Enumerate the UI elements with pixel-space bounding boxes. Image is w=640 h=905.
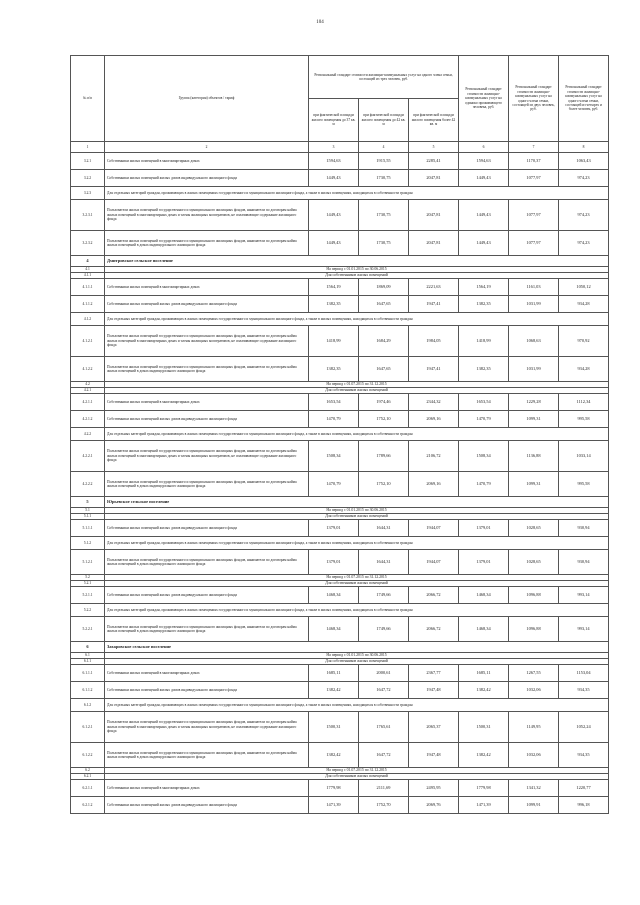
row-number: 6.1.2 bbox=[71, 699, 105, 712]
value-cell: 1594,63 bbox=[309, 153, 359, 170]
value-cell: 1382,42 bbox=[309, 682, 359, 699]
table-row bbox=[71, 682, 609, 699]
value-cell: 934,35 bbox=[559, 743, 609, 768]
table-row bbox=[71, 712, 609, 743]
value-cell: 1382,42 bbox=[459, 682, 509, 699]
value-cell: 1653,54 bbox=[309, 394, 359, 411]
value-cell: 1032,06 bbox=[509, 682, 559, 699]
row-number: 3.2.1 bbox=[71, 153, 105, 170]
row-number: 6.1.2.2 bbox=[71, 743, 105, 768]
value-cell: 1471,39 bbox=[459, 797, 509, 814]
value-cell: 2047,81 bbox=[409, 200, 459, 231]
table-row bbox=[71, 520, 609, 537]
row-number: 5.1 bbox=[71, 508, 105, 514]
value-cell: 1470,79 bbox=[309, 472, 359, 497]
period-label: Для собственников жилых помещений bbox=[105, 514, 609, 520]
section-row bbox=[71, 256, 609, 267]
header-num-7: 7 bbox=[509, 142, 559, 153]
row-number: 6.1 bbox=[71, 653, 105, 659]
row-number: 4.1.1.2 bbox=[71, 296, 105, 313]
value-cell: 1449,43 bbox=[459, 170, 509, 187]
value-cell: 1947,41 bbox=[409, 357, 459, 382]
note-row bbox=[71, 537, 609, 550]
row-number: 3.2.3.1 bbox=[71, 200, 105, 231]
value-cell: 1508,34 bbox=[459, 441, 509, 472]
value-cell: 1468,34 bbox=[309, 617, 359, 642]
value-cell: 1096,88 bbox=[509, 617, 559, 642]
value-cell: 2344,32 bbox=[409, 394, 459, 411]
header-num-5: 5 bbox=[409, 142, 459, 153]
category-text: Собственники жилых помещений в многоквартирных домах bbox=[105, 153, 309, 170]
row-number: 6.2.1.2 bbox=[71, 797, 105, 814]
period-label: На период с 01.07.2015 по 31.12.2015 bbox=[105, 575, 609, 581]
section-title: Дмитровское сельское поселение bbox=[105, 256, 609, 267]
value-cell: 1382,35 bbox=[309, 357, 359, 382]
category-text: Пользователи жилых помещений государственного и муниципального жилищных фондов, наниматели по договорам найма жилых помещений в домах индивидуального жилищного фонда bbox=[105, 357, 309, 382]
period-label: На период с 01.01.2015 по 30.06.2015 bbox=[105, 267, 609, 273]
value-cell: 1470,79 bbox=[459, 472, 509, 497]
value-cell: 1730,75 bbox=[359, 200, 409, 231]
value-cell: 2065,37 bbox=[409, 712, 459, 743]
row-number: 5.1.1 bbox=[71, 514, 105, 520]
table-row bbox=[71, 743, 609, 768]
value-cell: 1470,79 bbox=[309, 411, 359, 428]
value-cell: 1031,99 bbox=[509, 357, 559, 382]
table-row bbox=[71, 394, 609, 411]
table-row bbox=[71, 665, 609, 682]
value-cell: 1468,34 bbox=[459, 587, 509, 604]
row-number: 6.2.1 bbox=[71, 774, 105, 780]
value-cell: 996,18 bbox=[559, 797, 609, 814]
row-number: 5.2.2 bbox=[71, 604, 105, 617]
row-number: 4.2.1 bbox=[71, 388, 105, 394]
header-num-4: 4 bbox=[359, 142, 409, 153]
header-group: Группа (категория) объектов / тариф bbox=[105, 56, 309, 142]
value-cell: 1382,35 bbox=[459, 357, 509, 382]
value-cell: 1220,77 bbox=[559, 780, 609, 797]
value-cell: 930,94 bbox=[559, 520, 609, 537]
category-text: Собственники жилых помещений в многоквартирных домах bbox=[105, 394, 309, 411]
value-cell: 2047,81 bbox=[409, 231, 459, 256]
note-text: Для отдельных категорий граждан, проживающих в жилых помещениях государственного и муниципального жилищного фонда, а также в жилых помещениях, находящихся в собственности граждан bbox=[105, 428, 609, 441]
value-cell: 1077,97 bbox=[509, 200, 559, 231]
value-cell: 1149,95 bbox=[509, 712, 559, 743]
value-cell: 2367,77 bbox=[409, 665, 459, 682]
note-text: Для отдельных категорий граждан, проживающих в жилых помещениях государственного и муниципального жилищного фонда, а также в жилых помещениях, находящихся в собственности граждан bbox=[105, 604, 609, 617]
value-cell: 1564,19 bbox=[459, 279, 509, 296]
value-cell: 1508,34 bbox=[309, 441, 359, 472]
header-num-2: 2 bbox=[105, 142, 309, 153]
value-cell: 1730,75 bbox=[359, 170, 409, 187]
table-row bbox=[71, 200, 609, 231]
value-cell: 1947,48 bbox=[409, 682, 459, 699]
header-num-3: 3 bbox=[309, 142, 359, 153]
value-cell: 1379,01 bbox=[459, 550, 509, 575]
value-cell: 1449,43 bbox=[309, 200, 359, 231]
value-cell: 1341,32 bbox=[509, 780, 559, 797]
value-cell: 1647,65 bbox=[359, 296, 409, 313]
value-cell: 2069,16 bbox=[409, 472, 459, 497]
row-number: 4.1.1 bbox=[71, 273, 105, 279]
value-cell: 1468,34 bbox=[309, 587, 359, 604]
value-cell: 1944,07 bbox=[409, 520, 459, 537]
value-cell: 1653,54 bbox=[459, 394, 509, 411]
value-cell: 1028,65 bbox=[509, 520, 559, 537]
value-cell: 1379,01 bbox=[459, 520, 509, 537]
value-cell: 1947,41 bbox=[409, 296, 459, 313]
category-text: Пользователи жилых помещений государственного и муниципального жилищных фондов, наниматели по договорам найма жилых помещений в домах индивидуального жилищного фонда bbox=[105, 550, 309, 575]
value-cell: 1153,04 bbox=[559, 665, 609, 682]
value-cell: 1028,65 bbox=[509, 550, 559, 575]
category-text: Пользователи жилых помещений государственного и муниципального жилищных фондов, наниматели по договорам найма жилых помещений в многоквартирных домах и члены жилищных кооперативов, не оплачивающие содержание жилищного фонда bbox=[105, 441, 309, 472]
table-row bbox=[71, 411, 609, 428]
category-text: Собственники жилых помещений жилых домов индивидуального жилищного фонда bbox=[105, 587, 309, 604]
value-cell: 1749,66 bbox=[359, 587, 409, 604]
table-row bbox=[71, 231, 609, 256]
category-text: Пользователи жилых помещений государственного и муниципального жилищных фондов, наниматели по договорам найма жилых помещений в домах индивидуального жилищного фонда bbox=[105, 617, 309, 642]
value-cell: 1684,29 bbox=[359, 326, 409, 357]
header-num-1: 1 bbox=[71, 142, 105, 153]
category-text: Пользователи жилых помещений государственного и муниципального жилищных фондов, наниматели по договорам найма жилых помещений в домах индивидуального жилищного фонда bbox=[105, 472, 309, 497]
value-cell: 1470,79 bbox=[459, 411, 509, 428]
row-number: 4.1.2 bbox=[71, 313, 105, 326]
table-row bbox=[71, 279, 609, 296]
value-cell: 1099,31 bbox=[509, 472, 559, 497]
value-cell: 2495,95 bbox=[409, 780, 459, 797]
table-row bbox=[71, 797, 609, 814]
value-cell: 2285,41 bbox=[409, 153, 459, 170]
table-body bbox=[71, 153, 609, 814]
value-cell: 1161,03 bbox=[509, 279, 559, 296]
section-row bbox=[71, 497, 609, 508]
value-cell: 1752,10 bbox=[359, 411, 409, 428]
value-cell: 2000,61 bbox=[359, 665, 409, 682]
value-cell: 1947,48 bbox=[409, 743, 459, 768]
value-cell: 1379,01 bbox=[309, 550, 359, 575]
row-number: 4.2.1.2 bbox=[71, 411, 105, 428]
value-cell: 1068,63 bbox=[509, 326, 559, 357]
period-label: На период с 01.01.2015 по 30.06.2015 bbox=[105, 653, 609, 659]
value-cell: 1647,72 bbox=[359, 682, 409, 699]
tariff-table bbox=[70, 55, 609, 814]
value-cell: 1730,75 bbox=[359, 231, 409, 256]
page-number: 104 bbox=[316, 20, 324, 25]
value-cell: 2066,72 bbox=[409, 587, 459, 604]
note-text: Для отдельных категорий граждан, проживающих в жилых помещениях государственного и муниципального жилищного фонда, а также в жилых помещениях, находящихся в собственности граждан bbox=[105, 699, 609, 712]
row-number: 5.2.1 bbox=[71, 581, 105, 587]
value-cell: 1647,72 bbox=[359, 743, 409, 768]
row-number: 6.2 bbox=[71, 768, 105, 774]
table-row bbox=[71, 780, 609, 797]
value-cell: 1077,97 bbox=[509, 231, 559, 256]
value-cell: 934,28 bbox=[559, 357, 609, 382]
value-cell: 1382,42 bbox=[459, 743, 509, 768]
section-row bbox=[71, 642, 609, 653]
value-cell: 1500,31 bbox=[309, 712, 359, 743]
value-cell: 930,94 bbox=[559, 550, 609, 575]
value-cell: 974,23 bbox=[559, 231, 609, 256]
table-row bbox=[71, 550, 609, 575]
value-cell: 1063,43 bbox=[559, 153, 609, 170]
value-cell: 1418,99 bbox=[459, 326, 509, 357]
note-row bbox=[71, 604, 609, 617]
header-no: № п/п bbox=[71, 56, 105, 142]
value-cell: 1112,34 bbox=[559, 394, 609, 411]
row-number: 3.2.2 bbox=[71, 170, 105, 187]
category-text: Пользователи жилых помещений государственного и муниципального жилищных фондов, наниматели по договорам найма жилых помещений в многоквартирных домах и члены жилищных кооперативов, не оплачивающие содержание жилищного фонда bbox=[105, 712, 309, 743]
value-cell: 1031,99 bbox=[509, 296, 559, 313]
row-number: 5.2.2.1 bbox=[71, 617, 105, 642]
value-cell: 995,58 bbox=[559, 411, 609, 428]
table-row bbox=[71, 617, 609, 642]
value-cell: 1170,37 bbox=[509, 153, 559, 170]
row-number: 5 bbox=[71, 497, 105, 508]
row-number: 6.1.1.2 bbox=[71, 682, 105, 699]
header-num-6: 6 bbox=[459, 142, 509, 153]
header-col-f: Региональный стандарт стоимости жилищно-коммунальных услуг на одного члена семьи, состоящей из четырех и более человек, руб. bbox=[559, 56, 609, 142]
value-cell: 1752,70 bbox=[359, 797, 409, 814]
value-cell: 1449,43 bbox=[309, 231, 359, 256]
value-cell: 1099,91 bbox=[509, 797, 559, 814]
value-cell: 1050,12 bbox=[559, 279, 609, 296]
value-cell: 2047,81 bbox=[409, 170, 459, 187]
note-row bbox=[71, 187, 609, 200]
value-cell: 1099,31 bbox=[509, 411, 559, 428]
period-label: Для собственников жилых помещений bbox=[105, 273, 609, 279]
value-cell: 934,28 bbox=[559, 296, 609, 313]
value-cell: 1418,99 bbox=[309, 326, 359, 357]
header-col-d: Региональный стандарт стоимости жилищно-коммунальных услуг на одиноко проживающего человека, руб. bbox=[459, 56, 509, 142]
period-label: Для собственников жилых помещений bbox=[105, 774, 609, 780]
value-cell: 1779,98 bbox=[459, 780, 509, 797]
period-label: Для собственников жилых помещений bbox=[105, 388, 609, 394]
row-number: 3.2.3.2 bbox=[71, 231, 105, 256]
note-text: Для отдельных категорий граждан, проживающих в жилых помещениях государственного и муниципального жилищного фонда, а также в жилых помещениях, находящихся в собственности граждан bbox=[105, 537, 609, 550]
category-text: Собственники жилых помещений жилых домов индивидуального жилищного фонда bbox=[105, 682, 309, 699]
value-cell: 1379,01 bbox=[309, 520, 359, 537]
value-cell: 1944,07 bbox=[409, 550, 459, 575]
row-number: 4.2 bbox=[71, 382, 105, 388]
row-number: 6.2.1.1 bbox=[71, 780, 105, 797]
row-number: 6.1.1 bbox=[71, 659, 105, 665]
header-group-span: Региональный стандарт стоимости жилищно-коммунальных услуг на одного члена семьи, состоящей из трех человек, руб. bbox=[309, 56, 459, 99]
header-num-8: 8 bbox=[559, 142, 609, 153]
value-cell: 995,58 bbox=[559, 472, 609, 497]
value-cell: 1382,42 bbox=[309, 743, 359, 768]
period-label: Для собственников жилых помещений bbox=[105, 659, 609, 665]
note-row bbox=[71, 313, 609, 326]
value-cell: 974,23 bbox=[559, 200, 609, 231]
note-row bbox=[71, 699, 609, 712]
value-cell: 1096,88 bbox=[509, 587, 559, 604]
value-cell: 2069,16 bbox=[409, 411, 459, 428]
period-label: Для собственников жилых помещений bbox=[105, 581, 609, 587]
value-cell: 1382,35 bbox=[309, 296, 359, 313]
section-title: Юрьевское сельское поселение bbox=[105, 497, 609, 508]
row-number: 5.1.2.1 bbox=[71, 550, 105, 575]
row-number: 5.1.1.1 bbox=[71, 520, 105, 537]
category-text: Пользователи жилых помещений государственного и муниципального жилищных фондов, наниматели по договорам найма жилых помещений в домах индивидуального жилищного фонда bbox=[105, 743, 309, 768]
value-cell: 1644,31 bbox=[359, 550, 409, 575]
value-cell: 1449,43 bbox=[309, 170, 359, 187]
period-label: На период с 01.01.2015 по 30.06.2015 bbox=[105, 508, 609, 514]
value-cell: 1052,24 bbox=[559, 712, 609, 743]
header-col-a: при фактической площади жилого помещения до 37 кв. м bbox=[309, 99, 359, 142]
row-number: 4 bbox=[71, 256, 105, 267]
value-cell: 2106,72 bbox=[409, 441, 459, 472]
row-number: 6 bbox=[71, 642, 105, 653]
section-title: Захаровское сельское поселение bbox=[105, 642, 609, 653]
header-col-e: Региональный стандарт стоимости жилищно-коммунальных услуг на одного члена семьи, состоящей из двух человек, руб. bbox=[509, 56, 559, 142]
table-row bbox=[71, 296, 609, 313]
category-text: Собственники жилых помещений в многоквартирных домах bbox=[105, 780, 309, 797]
table-header bbox=[71, 56, 609, 153]
value-cell: 1033,14 bbox=[559, 441, 609, 472]
category-text: Собственники жилых помещений жилых домов индивидуального жилищного фонда bbox=[105, 411, 309, 428]
row-number: 3.2.3 bbox=[71, 187, 105, 200]
note-text: Для отдельных категорий граждан, проживающих в жилых помещениях государственного и муниципального жилищного фонда, а также в жилых помещениях, находящихся в собственности граждан bbox=[105, 313, 609, 326]
table-row bbox=[71, 153, 609, 170]
value-cell: 1685,11 bbox=[309, 665, 359, 682]
value-cell: 1594,63 bbox=[459, 153, 509, 170]
category-text: Собственники жилых помещений жилых домов индивидуального жилищного фонда bbox=[105, 797, 309, 814]
value-cell: 993,14 bbox=[559, 587, 609, 604]
value-cell: 2069,76 bbox=[409, 797, 459, 814]
note-text: Для отдельных категорий граждан, проживающих в жилых помещениях государственного и муниципального жилищного фонда, а также в жилых помещениях, находящихся в собственности граждан bbox=[105, 187, 609, 200]
note-row bbox=[71, 428, 609, 441]
value-cell: 2111,69 bbox=[359, 780, 409, 797]
value-cell: 1644,31 bbox=[359, 520, 409, 537]
row-number: 4.2.1.1 bbox=[71, 394, 105, 411]
category-text: Собственники жилых помещений в многоквартирных домах bbox=[105, 665, 309, 682]
row-number: 4.2.2 bbox=[71, 428, 105, 441]
value-cell: 1984,05 bbox=[409, 326, 459, 357]
header-col-c: при фактической площади жилого помещения более 42 кв. м bbox=[409, 99, 459, 142]
row-number: 4.2.2.2 bbox=[71, 472, 105, 497]
value-cell: 1869,09 bbox=[359, 279, 409, 296]
row-number: 6.1.1.1 bbox=[71, 665, 105, 682]
category-text: Пользователи жилых помещений государственного и муниципального жилищных фондов, наниматели по договорам найма жилых помещений в многоквартирных домах и члены жилищных кооперативов, не оплачивающие содержание жилищного фонда bbox=[105, 200, 309, 231]
row-number: 4.1.2.1 bbox=[71, 326, 105, 357]
table-row bbox=[71, 441, 609, 472]
value-cell: 1564,19 bbox=[309, 279, 359, 296]
value-cell: 1749,66 bbox=[359, 617, 409, 642]
value-cell: 1752,10 bbox=[359, 472, 409, 497]
value-cell: 2221,63 bbox=[409, 279, 459, 296]
value-cell: 1449,43 bbox=[459, 231, 509, 256]
value-cell: 1077,97 bbox=[509, 170, 559, 187]
table-row bbox=[71, 587, 609, 604]
value-cell: 1267,55 bbox=[509, 665, 559, 682]
row-number: 4.2.2.1 bbox=[71, 441, 105, 472]
value-cell: 1229,28 bbox=[509, 394, 559, 411]
value-cell: 1779,98 bbox=[309, 780, 359, 797]
header-col-b: при фактической площади жилого помещения до 42 кв. м bbox=[359, 99, 409, 142]
table-row bbox=[71, 357, 609, 382]
table-row bbox=[71, 326, 609, 357]
row-number: 5.2 bbox=[71, 575, 105, 581]
row-number: 5.2.1.1 bbox=[71, 587, 105, 604]
value-cell: 1685,11 bbox=[459, 665, 509, 682]
value-cell: 1471,39 bbox=[309, 797, 359, 814]
value-cell: 1974,46 bbox=[359, 394, 409, 411]
value-cell: 1136,88 bbox=[509, 441, 559, 472]
value-cell: 1789,66 bbox=[359, 441, 409, 472]
value-cell: 993,14 bbox=[559, 617, 609, 642]
value-cell: 1915,55 bbox=[359, 153, 409, 170]
value-cell: 1765,61 bbox=[359, 712, 409, 743]
row-number: 4.1 bbox=[71, 267, 105, 273]
value-cell: 1647,65 bbox=[359, 357, 409, 382]
period-label: На период с 01.07.2015 по 31.12.2015 bbox=[105, 382, 609, 388]
category-text: Пользователи жилых помещений государственного и муниципального жилищных фондов, наниматели по договорам найма жилых помещений в многоквартирных домах и члены жилищных кооперативов, не оплачивающие содержание жилищного фонда bbox=[105, 326, 309, 357]
value-cell: 974,23 bbox=[559, 170, 609, 187]
value-cell: 934,35 bbox=[559, 682, 609, 699]
category-text: Собственники жилых помещений в многоквартирных домах bbox=[105, 279, 309, 296]
category-text: Собственники жилых помещений жилых домов индивидуального жилищного фонда bbox=[105, 296, 309, 313]
table-row bbox=[71, 170, 609, 187]
row-number: 4.1.1.1 bbox=[71, 279, 105, 296]
category-text: Пользователи жилых помещений государственного и муниципального жилищных фондов, наниматели по договорам найма жилых помещений в домах индивидуального жилищного фонда bbox=[105, 231, 309, 256]
tariff-table-wrapper bbox=[70, 55, 608, 814]
value-cell: 2066,72 bbox=[409, 617, 459, 642]
value-cell: 970,92 bbox=[559, 326, 609, 357]
value-cell: 1468,34 bbox=[459, 617, 509, 642]
value-cell: 1449,43 bbox=[459, 200, 509, 231]
row-number: 6.1.2.1 bbox=[71, 712, 105, 743]
value-cell: 1032,06 bbox=[509, 743, 559, 768]
category-text: Собственники жилых помещений жилых домов индивидуального жилищного фонда bbox=[105, 520, 309, 537]
table-row bbox=[71, 472, 609, 497]
value-cell: 1500,31 bbox=[459, 712, 509, 743]
row-number: 4.1.2.2 bbox=[71, 357, 105, 382]
category-text: Собственники жилых помещений жилых домов индивидуального жилищного фонда bbox=[105, 170, 309, 187]
period-label: На период с 01.07.2015 по 31.12.2015 bbox=[105, 768, 609, 774]
row-number: 5.1.2 bbox=[71, 537, 105, 550]
value-cell: 1382,35 bbox=[459, 296, 509, 313]
